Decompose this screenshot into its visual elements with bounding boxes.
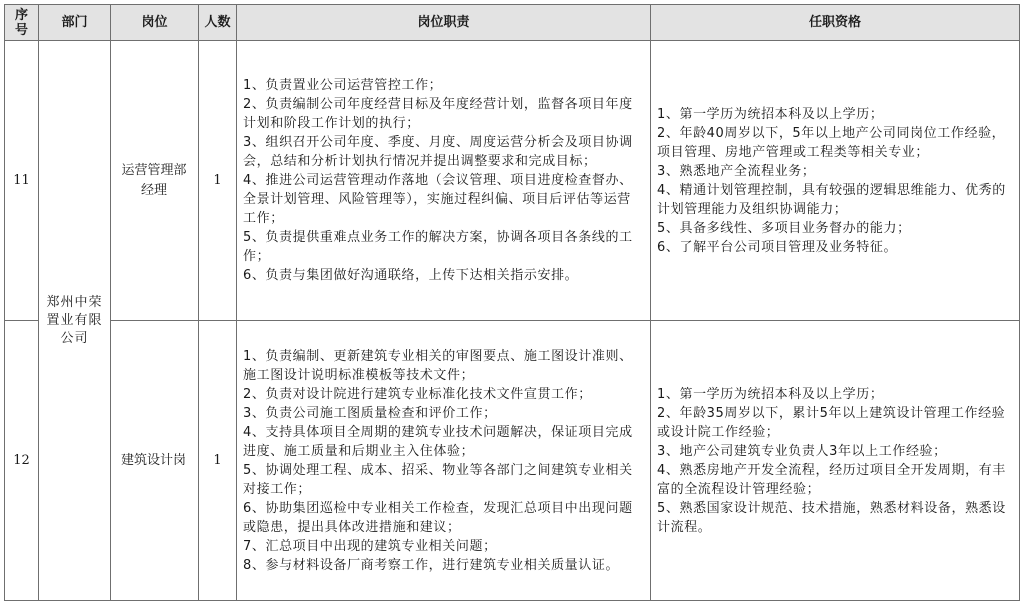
- duty-item: 3、负责公司施工图质量检查和评价工作；: [243, 405, 497, 421]
- header-duties: 岗位职责: [237, 5, 651, 41]
- duty-item: 4、支持具体项目全周期的建筑专业技术问题解决，保证项目完成进度、施工质量和后期业主入住体验；: [243, 424, 633, 459]
- duty-item: 5、负责提供重难点业务工作的解决方案，协调各项目各条线的工作；: [243, 230, 633, 264]
- duty-item: 7、汇总项目中出现的建筑专业相关问题；: [243, 538, 497, 554]
- department-cell: [39, 41, 111, 601]
- duty-item: 4、推进公司运营管理动作落地（会议管理、项目进度检查督办、全景计划管理、风险管理等），实施过程纠偏、项目后评估等运营工作；: [243, 173, 633, 226]
- position-cell: [111, 321, 199, 601]
- qualification-item: 2、年龄40周岁以下，5年以上地产公司同岗位工作经验，项目管理、房地产管理或工程类等相关专业；: [657, 125, 1006, 160]
- table-row: [5, 41, 1020, 321]
- duty-item: 6、负责与集团做好沟通联络，上传下达相关指示安排。: [243, 268, 579, 283]
- qualification-item: 1、第一学历为统招本科及以上学历；: [657, 386, 884, 402]
- qualification-item: 4、熟悉房地产开发全流程，经历过项目全开发周期，有丰富的全流程设计管理经验；: [657, 462, 1006, 497]
- qualification-item: 6、了解平台公司项目管理及业务特征。: [657, 239, 898, 255]
- position-name: 建筑设计岗: [121, 452, 187, 468]
- qualification-item: 3、地产公司建筑专业负责人3年以上工作经验；: [657, 443, 947, 459]
- table-header-row: [5, 5, 1020, 41]
- qualification-item: 2、年龄35周岁以下，累计5年以上建筑设计管理工作经验或设计院工作经验；: [657, 405, 1006, 440]
- position-cell: [111, 41, 199, 321]
- header-qualifications: 任职资格: [651, 5, 1020, 41]
- table-row: [5, 321, 1020, 601]
- duties-cell: [237, 321, 651, 601]
- duty-item: 2、负责编制公司年度经营目标及年度经营计划，监督各项目年度计划和阶段工作计划的执行；: [243, 97, 633, 131]
- row-seq: 12: [5, 321, 39, 601]
- qualification-item: 4、精通计划管理控制，具有较强的逻辑思维能力、优秀的计划管理能力及组织协调能力；: [657, 182, 1006, 217]
- job-requirements-table: [4, 4, 1020, 601]
- header-seq: 序号: [5, 5, 39, 41]
- row-seq: 11: [5, 41, 39, 321]
- duty-item: 1、负责编制、更新建筑专业相关的审图要点、施工图设计准则、施工图设计说明标准模板等技术文件；: [243, 348, 633, 383]
- qualification-item: 5、熟悉国家设计规范、技术措施，熟悉材料设备，熟悉设计流程。: [657, 500, 1006, 535]
- department-name: 郑州中荣置业有限公司: [46, 294, 103, 346]
- qualifications-cell: [651, 321, 1020, 601]
- headcount-cell: 1: [199, 41, 237, 321]
- duties-cell: [237, 41, 651, 321]
- header-department: 部门: [39, 5, 111, 41]
- header-count: 人数: [199, 5, 237, 41]
- qualification-item: 3、熟悉地产全流程业务；: [657, 163, 816, 179]
- duty-item: 3、组织召开公司年度、季度、月度、周度运营分析会及项目协调会，总结和分析计划执行情况并提出调整要求和完成目标；: [243, 135, 633, 169]
- headcount-cell: 1: [199, 321, 237, 601]
- qualification-item: 5、具备多线性、多项目业务督办的能力；: [657, 220, 911, 236]
- position-name: 运营管理部经理: [121, 162, 187, 198]
- header-position: 岗位: [111, 5, 199, 41]
- duty-item: 5、协调处理工程、成本、招采、物业等各部门之间建筑专业相关对接工作；: [243, 462, 633, 497]
- duty-item: 6、协助集团巡检中专业相关工作检查，发现汇总项目中出现问题或隐患，提出具体改进措施和建议；: [243, 500, 633, 535]
- duty-item: 1、负责置业公司运营管控工作；: [243, 78, 443, 93]
- duty-item: 8、参与材料设备厂商考察工作，进行建筑专业相关质量认证。: [243, 557, 620, 573]
- qualification-item: 1、第一学历为统招本科及以上学历；: [657, 106, 884, 122]
- duty-item: 2、负责对设计院进行建筑专业标准化技术文件宣贯工作；: [243, 386, 592, 402]
- qualifications-cell: [651, 41, 1020, 321]
